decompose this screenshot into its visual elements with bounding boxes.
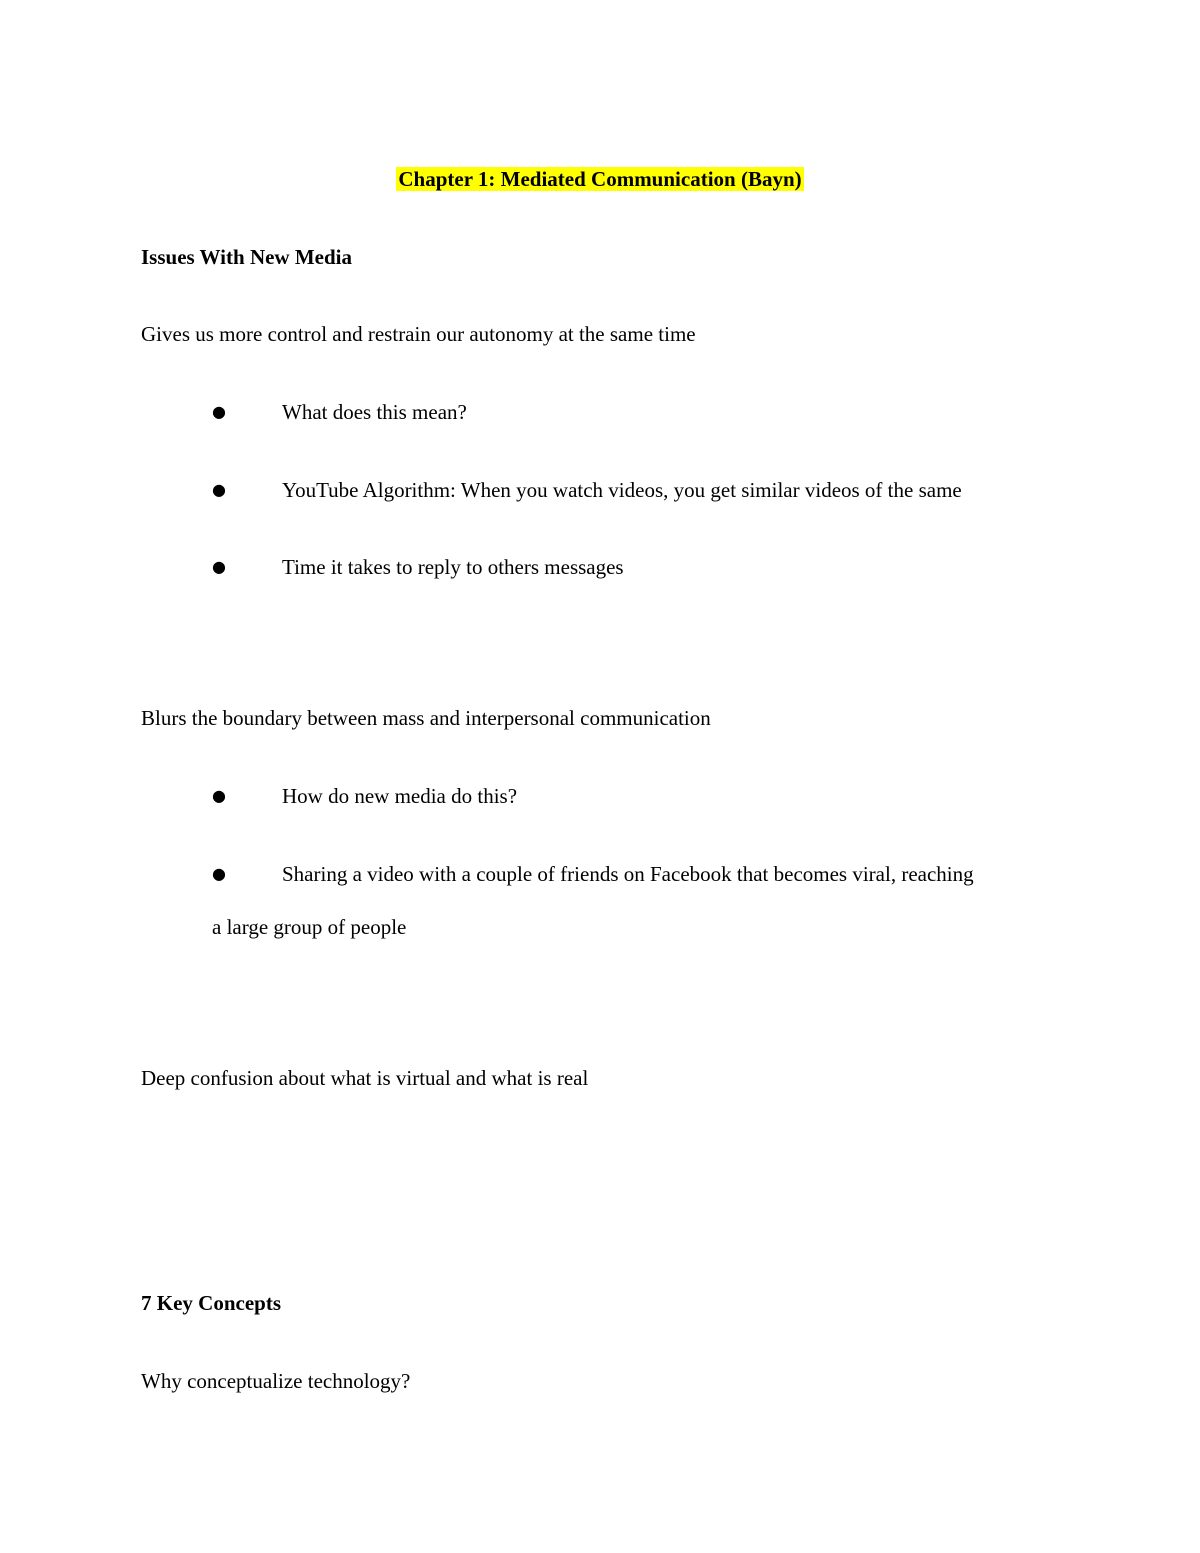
- list-item-text: What does this mean?: [282, 400, 467, 424]
- list-item-continuation: a large group of people: [212, 915, 407, 939]
- list-item-text: How do new media do this?: [282, 784, 518, 808]
- list-item-text: Time it takes to reply to others messages: [282, 555, 624, 579]
- bullet-icon: ●: [212, 557, 226, 576]
- section-heading-key-concepts: 7 Key Concepts: [141, 1291, 281, 1315]
- paragraph-control-autonomy: Gives us more control and restrain our autonomy at the same time: [141, 322, 696, 346]
- document-title: [0, 165, 1200, 193]
- paragraph-virtual-real: Deep confusion about what is virtual and what is real: [141, 1066, 589, 1090]
- list-item-text: Sharing a video with a couple of friends on Facebook that becomes viral, reaching: [282, 862, 974, 886]
- paragraph-why-conceptualize: Why conceptualize technology?: [141, 1369, 411, 1393]
- bullet-icon: ●: [212, 402, 226, 421]
- section-heading-issues: Issues With New Media: [141, 245, 352, 269]
- bullet-icon: ●: [212, 480, 226, 499]
- list-item-text: YouTube Algorithm: When you watch videos, you get similar videos of the same: [282, 478, 962, 502]
- bullet-icon: ●: [212, 864, 226, 883]
- bullet-icon: ●: [212, 786, 226, 805]
- paragraph-blurs-boundary: Blurs the boundary between mass and interpersonal communication: [141, 706, 711, 730]
- document-title-highlight: Chapter 1: Mediated Communication (Bayn): [398, 167, 802, 191]
